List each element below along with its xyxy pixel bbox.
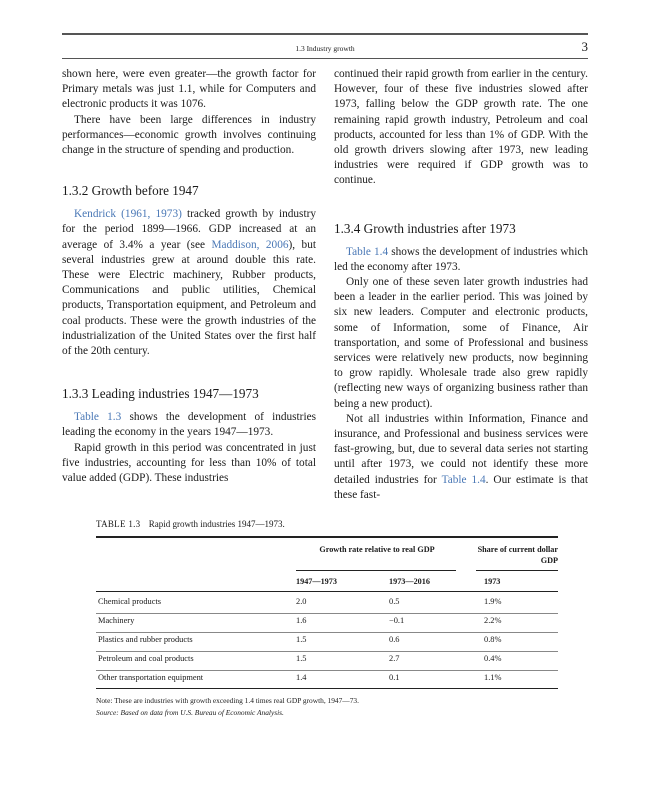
table-top-rule [96,536,558,538]
subheader-1947-1973: 1947—1973 [296,577,337,586]
paragraph [334,245,588,275]
table-row-divider [96,613,558,614]
cell-growth-1947-1973: 1.6 [296,616,307,625]
cell-share-1973: 0.8% [484,635,502,644]
cell-growth-1947-1973: 1.4 [296,673,307,682]
cell-growth-1947-1973: 1.5 [296,654,307,663]
paragraph-text: shows the development of industries which led the economy after 1973. [334,245,588,273]
table-bottom-rule [96,688,558,689]
cell-growth-1973-2016: 0.5 [389,597,400,606]
group-underline [476,570,558,571]
section-heading-1-3-4: 1.3.4 Growth industries after 1973 [334,220,516,236]
cell-growth-1947-1973: 2.0 [296,597,307,606]
header-top-rule [62,33,588,35]
column-group-header-growth: Growth rate relative to real GDP [319,545,435,554]
page-number: 3 [581,39,588,54]
group-underline [296,570,456,571]
paragraph [62,410,316,440]
cell-share-1973: 0.4% [484,654,502,663]
cell-growth-1973-2016: 0.6 [389,635,400,644]
running-head [62,41,588,55]
section-heading-1-3-2: 1.3.2 Growth before 1947 [62,183,199,199]
paragraph-text: shows the development of industries leading the economy in the years 1947—1973. [62,411,316,439]
paragraph-text: Not all industries within Information, Finance and insurance, and Professional and business services were fast-growing, but, due to several data series not starting until after 1973, we could not identify these more detailed industries for [334,412,588,486]
table-row-divider [96,670,558,671]
table-note: Note: These are industries with growth exceeding 1.4 times real GDP growth, 1947—73. [96,696,359,705]
table-caption-text: Rapid growth industries 1947—1973. [148,519,285,529]
table-label: TABLE 1.3 [96,519,141,529]
paragraph: Rapid growth in this period was concentrated in just five industries, accounting for less than 10% of total value added (GDP). These industries [62,441,316,485]
section-heading-1-3-3: 1.3.3 Leading industries 1947—1973 [62,386,259,402]
table-header-rule [96,591,558,592]
cell-industry: Other transportation equipment [98,673,204,682]
table-caption [96,519,285,529]
paragraph-text: ), but several industries grew at around double this rate. These were Electric machinery, Rubber products, Communications and public utilities, Chemical products, Transportation equipment, and Petroleum and coal products. These were the growth industries of the industrialization of the United States over the first half of the 20th century. [62,238,316,358]
paragraph: continued their rapid growth from earlier in the century. However, four of these five industries slowed after 1973, falling below the GDP growth rate. The one remaining rapid growth industry, Petroleum and coal products, accounted for less than 1% of GDP. With the old growth drivers slowing after 1973, new leading industries were required if GDP growth was to continue. [334,68,588,187]
cell-industry: Machinery [98,616,135,625]
paragraph: There have been large differences in industry performances—economic growth involves continuing change in the structure of spending and production. [62,113,316,157]
header-bottom-rule [62,58,588,59]
cell-industry: Plastics and rubber products [98,635,193,644]
cell-growth-1973-2016: −0.1 [389,616,405,625]
cell-share-1973: 2.2% [484,616,502,625]
table-link-1-3[interactable]: Table 1.3 [74,411,122,424]
table-row-divider [96,632,558,633]
citation-link-kendrick[interactable]: Kendrick (1961, 1973) [74,208,182,221]
subheader-1973-2016: 1973—2016 [389,577,430,586]
subheader-1973: 1973 [484,577,501,586]
cell-growth-1973-2016: 0.1 [389,673,400,682]
cell-industry: Petroleum and coal products [98,654,194,663]
left-column [62,67,316,486]
column-group-header-share: Share of current dollar GDP [477,545,558,565]
table-link-1-4[interactable]: Table 1.4 [441,473,486,486]
cell-industry: Chemical products [98,597,162,606]
cell-growth-1973-2016: 2.7 [389,654,400,663]
paragraph-text: . Our estimate is that these fast- [334,473,589,501]
table-link-1-4[interactable]: Table 1.4 [346,245,389,258]
paragraph: Only one of these seven later growth industries had been a leader in the earlier period. This was joined by six new leaders. Computer and electronic products, some of Information, some of Finance, Air transportation, and some of Professional and business services were relatively new products, now beginning to grow rapidly. Wholesale trade also grew rapidly (reflecting new ways of organizing business rather than being a new product). [334,276,588,410]
running-head-title: 1.3 Industry growth [295,44,355,53]
table-source: Source: Based on data from U.S. Bureau of Economic Analysis. [96,708,284,717]
right-column [334,67,588,503]
cell-share-1973: 1.9% [484,597,502,606]
paragraph [334,412,588,503]
paragraph [62,207,316,359]
citation-link-maddison[interactable]: Maddison, 2006 [211,238,289,251]
cell-share-1973: 1.1% [484,673,502,682]
paragraph: shown here, were even greater—the growth factor for Primary metals was just 1.1, while for Computers and electronic products it was 1076. [62,68,316,111]
cell-growth-1947-1973: 1.5 [296,635,307,644]
table-row-divider [96,651,558,652]
paragraph-text: tracked growth by industry for the period 1899—1966. GDP increased at an average of 3.4% a year (see [62,208,316,251]
